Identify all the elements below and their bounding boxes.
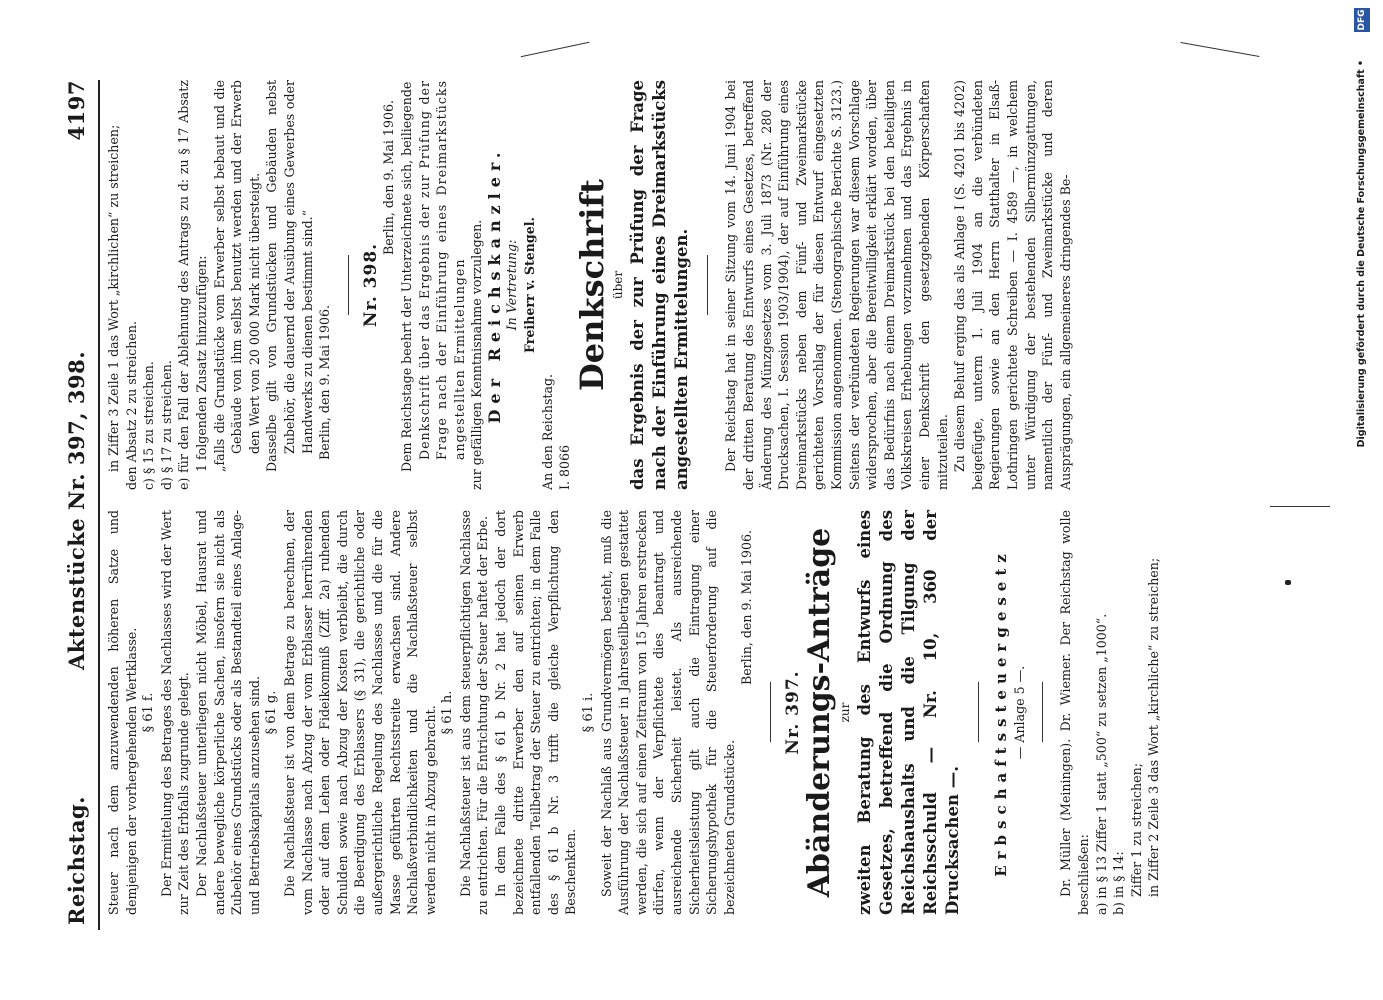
document-number-398: Nr. 398. [360, 242, 381, 328]
divider [348, 255, 349, 315]
section-61h: § 61 h. [440, 690, 456, 735]
paragraph: Zu diesem Behuf erging das als Anlage I (S. 4201 bis 4202) beigefügte, unterm 1. Juli 1904 an die verbündeten Regierungen sowie an den Herrn Statthalter in Elsaß-Lothringen gerichtete Schreiben — I. 4589 —, in welchem unter Würdigung der bestehenden Silbermünzgattungen, namentlich der Fünf- und Zweimarkstücke und deren Ausprägungen, ein allgemeineres dringendes Be- [952, 80, 1073, 490]
quoted-text: Dasselbe gilt von Grundstücken und Gebäuden nebst Zubehör, die dauernd der Ausübung eines Gewerbes oder Handwerks zu dienen bestimmt sind.“ [264, 80, 315, 472]
section-61i: § 61 i. [581, 692, 597, 733]
memorandum-subtitle: das Ergebnis der zur Prüfung der Frage nach der Einführung eines Dreimarkstücks angestellten Ermittelungen. [628, 80, 692, 490]
intro-text: Steuer nach dem anzuwendenden höheren Satze und demjenigen der vorhergehenden Wertklasse. [106, 510, 139, 915]
list-item: d) § 17 zu streichen. [158, 360, 174, 490]
memorandum-title: Denkschrift [572, 179, 611, 391]
paragraph: Die Nachlaßsteuer ist von dem Betrage zu berechnen, der vom Nachlasse nach Abzug der vom Erblasser herrührenden oder auf dem Lehen oder Fideikommiß (Ziff. 2a) ruhenden Schulden sowie nach Abzug der Kosten verbleibt, die durch die Beerdigung des Erblassers (§ 31), die gerichtliche oder außergerichtliche Regelung des Nachlasses und die für die Masse geführten Rechtsstreite erwachsen sind. Andere Nachlaßverbindlichkeiten und die Nachlaßsteuer selbst werden nicht in Abzug gebracht. [281, 510, 438, 915]
document-subtitle: zweiten Beratung des Entwurfs eines Gesetzes, betreffend die Ordnung des Reichshaushalts und die Tilgung der Reichsschuld — Nr. 10, 360 der Drucksachen —. [855, 510, 963, 915]
scan-mark [521, 42, 590, 58]
place-date: Berlin, den 9. Mai 1906. [381, 100, 397, 256]
title-connector: zur [837, 702, 852, 723]
motion-list-continued [105, 80, 316, 490]
digitization-credit [1350, 0, 1380, 1000]
document-title: Abänderungs-Anträge [801, 527, 837, 898]
list-item: den Absatz 2 zu streichen. [123, 321, 139, 490]
paragraph: Der Nachlaßsteuer unterliegen nicht Möbel, Hausrat und andere bewegliche körperliche Sachen, insofern sie nicht als Zubehör eines Grundstücks oder als Bestandteil eines Anlage- und Betriebskapitals anzusehen sind. [193, 510, 262, 915]
paragraph: Dem Reichstage beehrt der Unterzeichnete sich, beiliegende [398, 81, 414, 472]
paragraph: Die Nachlaßsteuer ist aus dem steuerpflichtigen Nachlasse zu entrichten. Für die Entrichtung der Steuer haftet der Erbe. [457, 510, 491, 915]
date-line: Berlin, den 9. Mai 1906. [739, 530, 755, 686]
list-item: in Ziffer 2 Zeile 3 das Wort „kirchliche“ zu streichen; [1146, 557, 1162, 897]
signer-name: Freiherr v. Stengel. [522, 217, 538, 353]
paragraph: zur gefälligen Kenntnisnahme vorzulegen. [469, 219, 485, 490]
section-61g: § 61 g. [264, 690, 280, 735]
list-item: b) in § 14: [1111, 851, 1127, 915]
list-item: e) für den Fall der Ablehnung des Antrags zu d: zu § 17 Absatz 1 folgenden Zusatz hinzuzufügen: [176, 80, 209, 490]
title-connector: über [610, 270, 625, 300]
dfg-logo-icon: DFG [1354, 8, 1370, 32]
divider [770, 683, 771, 743]
paragraph: Soweit der Nachlaß aus Grundvermögen besteht, muß die Ausführung der Nachlaßsteuer in Jahresteilbeträgen gestattet werden, die sich auf einen Zeitraum von 15 Jahren erstrecken dürfen, wenn der Verpflichtete dies beantragt und ausreichende Sicherheit leistet. Als ausreichende Sicherheitsleistung gilt auch die Eintragung einer Sicherungshypothek für die Steuerforderung auf die bezeichneten Grundstücke. [598, 510, 737, 915]
addressee: An den Reichstag. [539, 373, 555, 490]
scan-dot [1285, 580, 1291, 585]
page-header [0, 0, 100, 1000]
document-number-397: Nr. 397. [782, 670, 803, 755]
divider [1042, 683, 1043, 743]
scan-mark [1270, 506, 1330, 507]
divider [707, 255, 708, 315]
annex-label: — Anlage 5 —. [1011, 665, 1027, 760]
header-left: Reichstag. [64, 796, 89, 925]
representation-note: In Vertretung: [504, 239, 520, 331]
paragraph: In dem Falle des § 61 b Nr. 2 hat jedoch der dort bezeichnete dritte Erwerber den auf seinen Erwerb entfallenden Teilbetrag der Steuer zu entrichten; in dem Falle des § 61 b Nr. 3 trifft die gleiche Verpflichtung den Beschenkten. [493, 510, 579, 915]
header-center: Aktenstücke Nr. 397, 398. [64, 350, 89, 670]
list-item: c) § 15 zu streichen. [141, 361, 157, 490]
paragraph: Der Ermittelung des Betrages des Nachlasses wird der Wert zur Zeit des Erbfalls zugrunde gelegt. [158, 510, 192, 915]
enclosure-title: Denkschrift über das Ergebnis der zur Prüfung der Frage nach der Einführung eines Dreimarkstücks angestellten Ermittelungen [416, 80, 467, 460]
motion-text: Dr. Müller (Meiningen). Dr. Wiemer. Der Reichstag wolle beschließen: [1058, 510, 1091, 915]
section-61f: § 61 f. [141, 692, 157, 733]
divider [978, 683, 979, 743]
signer-title: Der Reichskanzler. [484, 146, 504, 424]
credit-text: Digitalisierung gefördert durch die Deutsche Forschungsgemeinschaft • [1356, 60, 1367, 448]
list-item: a) in § 13 Ziffer 1 statt „500“ zu setzen „1000“. [1093, 613, 1109, 915]
left-column [105, 510, 1163, 915]
scan-mark [1181, 42, 1260, 57]
reference-number: I. 8066 [557, 444, 573, 490]
motion-list [1093, 510, 1163, 915]
header-rule [98, 80, 100, 930]
paragraph: Der Reichstag hat in seiner Sitzung vom 14. Juni 1904 bei der dritten Beratung des Entwurfs eines Gesetzes, betreffend Änderung des Münzgesetzes vom 3. Juli 1873 (Nr. 280 der Drucksachen, I. Session 1903/1904), der auf Einführung eines Dreimarkstücks neben dem Fünf- und Zweimarkstücke gerichteten Vorschlag der für diesen Entwurf eingesetzten Kommission angenommen. (Stenographische Berichte S. 3123.) Seitens der verbündeten Regierungen war diesem Vorschlage widersprochen, aber die Bereitwilligkeit erklärt worden, über das Bedürfnis nach einem Dreimarkstück bei den beteiligten Volkskreisen Erhebungen vorzunehmen und das Ergebnis in einer Denkschrift den gesetzgebenden Körperschaften mitzuteilen. [723, 80, 950, 490]
law-heading: Erbschaftssteuergesetz [992, 548, 1011, 877]
page-number: 4197 [64, 80, 89, 141]
list-item: Ziffer 1 zu streichen; [1128, 763, 1144, 897]
right-column [105, 80, 1074, 490]
date-line: Berlin, den 9. Mai 1906. [317, 304, 333, 460]
list-item: in Ziffer 3 Zeile 1 das Wort „kirchlichen“ zu streichen; [106, 124, 121, 472]
quoted-text: „falls die Grundstücke vom Erwerber selbst bebaut und die Gebäude von ihm selbst benutzt werden und der Erwerb den Wert von 20 000 Mark nicht übersteigt. [211, 80, 262, 472]
